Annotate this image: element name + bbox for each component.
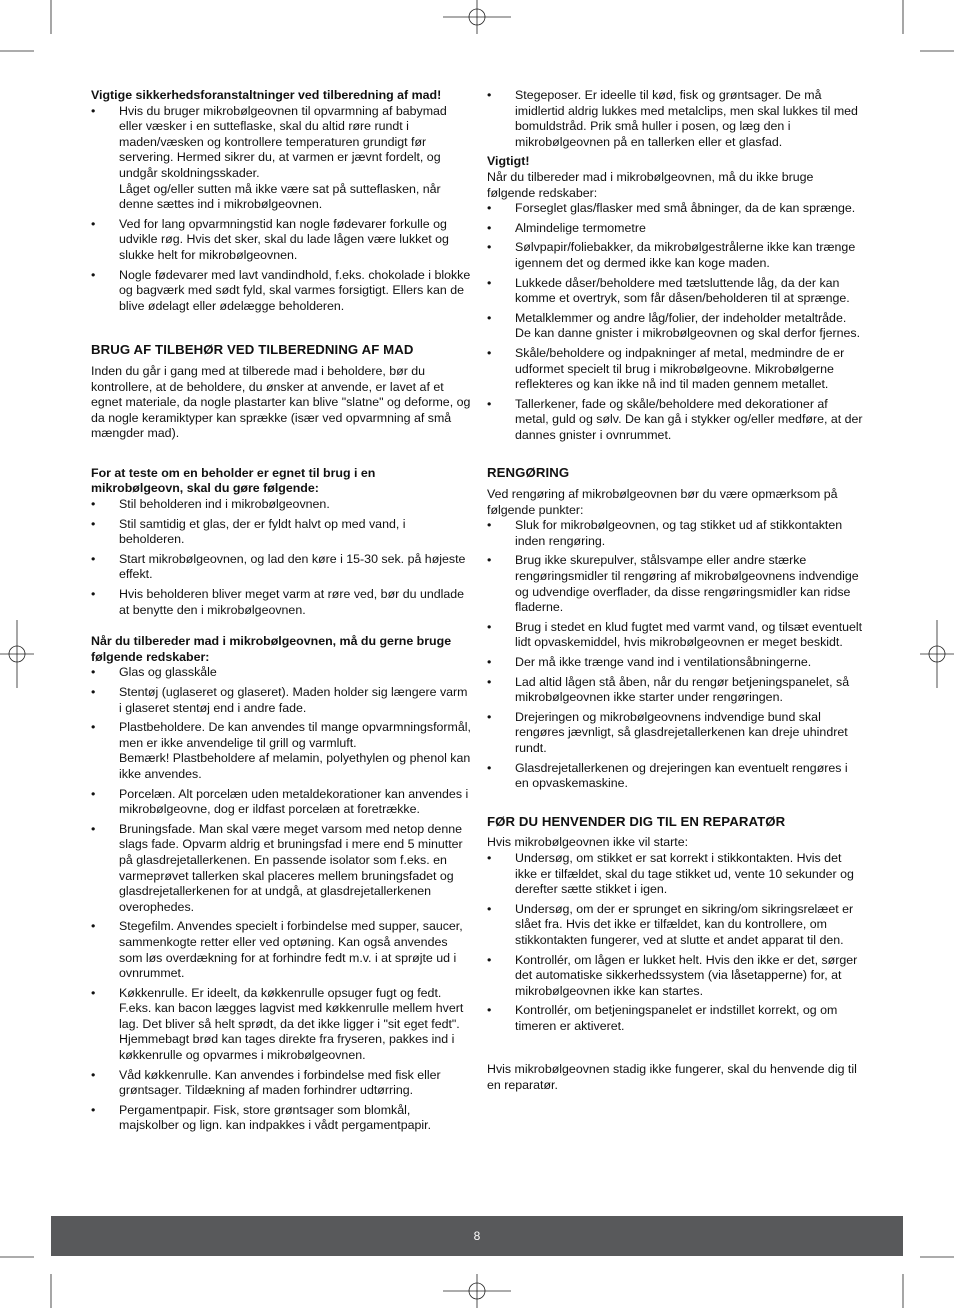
list-item-text: Brug ikke skurepulver, stålsvampe eller andre stærke rengøringsmidler til rengøring af mikrobølgeovnens indvendige og udvendige overflader, da disse rengøringsmidler kan ridse fladerne. — [515, 553, 859, 615]
bullet-icon: • — [487, 396, 492, 411]
bullet-icon: • — [91, 587, 96, 602]
list-item-text: Kontrollér, om lågen er lukket helt. Hvis den ikke er det, sørger det automatiske sikkerhedssystem (via låsetapperne) for, at mikrobølgeovnen ikke kan startes. — [515, 952, 858, 998]
list-item — [487, 620, 863, 651]
cleaning-intro: Ved rengøring af mikrobølgeovnen bør du være opmærksom på følgende punkter: — [487, 487, 838, 517]
cleaning-heading: RENGØRING — [487, 465, 570, 481]
important-intro: Når du tilbereder mad i mikrobølgeovnen, må du ikke bruge følgende redskaber: — [487, 169, 814, 200]
list-item — [487, 953, 863, 1000]
list-item — [91, 497, 471, 513]
list-item-text: Hvis beholderen bliver meget varm at røre ved, bør du undlade at benytte den i mikrobølgeovnen. — [119, 587, 465, 617]
list-item-text: Stentøj (uglaseret og glaseret). Maden holder sig længere varm i glaseret stentøj end i andre fade. — [119, 685, 468, 715]
list-item-text: Våd køkkenrulle. Kan anvendes i forbindelse med fisk eller grøntsager. Tildækning af maden forhindrer udtørring. — [119, 1067, 441, 1098]
list-item-text: Brug i stedet en klud fugtet med varmt vand, og tilsæt eventuelt lidt opvaskemiddel, hvis mikrobølgeovnen er meget beskidt. — [515, 619, 863, 650]
list-item — [487, 240, 863, 271]
list-item-text: Glas og glasskåle — [119, 665, 217, 680]
left-column — [91, 88, 471, 1138]
right-column — [487, 88, 863, 1094]
bullet-icon: • — [91, 919, 96, 934]
list-item — [91, 1068, 471, 1099]
list-item — [91, 552, 471, 583]
accessories-heading: BRUG AF TILBEHØR VED TILBEREDNING AF MAD — [91, 342, 414, 358]
list-item-text: Start mikrobølgeovnen, og lad den køre i 15-30 sek. på højeste effekt. — [119, 551, 466, 582]
bullet-icon: • — [91, 786, 96, 801]
list-item-text: Ved for lang opvarmningstid kan nogle fødevarer forkulle og udvikle røg. Hvis det sker, skal du lade lågen være lukket og slukke helt for mikrobølgeovnen. — [119, 216, 449, 262]
list-item — [91, 1103, 471, 1134]
bullet-icon: • — [91, 985, 96, 1000]
bullet-icon: • — [91, 551, 96, 566]
repair-list — [487, 851, 863, 1035]
bullet-icon: • — [487, 220, 492, 235]
page-number: 8 — [473, 1229, 481, 1243]
bullet-icon: • — [91, 1067, 96, 1082]
bullet-icon: • — [487, 1003, 492, 1018]
list-item — [91, 104, 471, 213]
list-item — [487, 553, 863, 615]
bullet-icon: • — [487, 901, 492, 916]
list-item-text: Glasdrejetallerkenen og drejeringen kan eventuelt rengøres i en opvaskemaskine. — [515, 760, 848, 791]
list-item — [487, 276, 863, 307]
cleaning-list — [487, 518, 863, 792]
list-item-text: Drejeringen og mikrobølgeovnens indvendige bund skal rengøres jævnligt, så glasdrejetallerkenen kan dreje uhindret rundt. — [515, 709, 848, 755]
repair-heading: FØR DU HENVENDER DIG TIL EN REPARATØR — [487, 813, 786, 829]
bullet-icon: • — [91, 216, 96, 231]
bullet-icon: • — [487, 240, 492, 255]
bullet-icon: • — [487, 553, 492, 568]
list-item-text: Lukkede dåser/beholdere med tætsluttende låg, da der kan komme et overtryk, som får dåsen/beholderen til at sprænge. — [515, 275, 850, 306]
list-item — [487, 851, 863, 898]
list-item — [487, 710, 863, 757]
list-item-text: Nogle fødevarer med lavt vandindhold, f.eks. chokolade i blokke og bagværk med sødt fyld, skal varmes forsigtigt. Ellers kan de blive ødelagt eller ødelægge beholderen. — [119, 267, 471, 313]
bullet-icon: • — [487, 655, 492, 669]
test-title: For at teste om en beholder er egnet til brug i en mikrobølgeovn, skal du gøre følgende: — [91, 465, 376, 496]
list-item-text: Bruningsfade. Man skal være meget varsom med netop denne slags fade. Opvarm aldrig et bruningsfad i mere end 5 minutter på glasdrejetallerkenen. En passende isolator som f.eks. en varmeprøvet tallerken skal placeres mellem bruningsfadet og glasdrejetallerkenen for at undgå, at glasdrejetallerkenen overophedes. — [119, 821, 463, 914]
list-item-text: Pergamentpapir. Fisk, store grøntsager som blomkål, majskolber og lign. kan indpakkes i vådt pergamentpapir. — [119, 1102, 432, 1133]
list-item — [91, 587, 471, 618]
allowed-list-continued — [487, 88, 863, 150]
list-item-text: Stil beholderen ind i mikrobølgeovnen. — [119, 497, 330, 512]
bullet-icon: • — [487, 310, 492, 325]
list-item — [487, 902, 863, 949]
list-item — [487, 88, 863, 150]
bullet-icon: • — [91, 821, 96, 836]
list-item — [487, 346, 863, 393]
bullet-icon: • — [487, 345, 492, 360]
list-item — [91, 665, 471, 681]
list-item — [487, 675, 863, 706]
list-item — [91, 217, 471, 264]
list-item — [91, 919, 471, 981]
bullet-icon: • — [487, 201, 492, 216]
list-item — [487, 201, 863, 217]
important-title: Vigtigt! — [487, 154, 530, 169]
list-item — [91, 517, 471, 548]
forbidden-list — [487, 201, 863, 443]
bullet-icon: • — [487, 709, 492, 724]
list-item — [487, 1003, 863, 1034]
bullet-icon: • — [91, 497, 96, 512]
list-item-text: Køkkenrulle. Er ideelt, da køkkenrulle opsuger fugt og fedt. F.eks. kan bacon lægges lagvist med køkkenrulle mellem hvert lag. Det bliver så helt sprødt, da det ikke ligger i "sit eget fedt". Hjemmebagt brød kan tages direkte fra fryseren, pakkes ind i køkkenrulle og opvarmes i mikrobølgeovnen. — [119, 985, 464, 1063]
list-item — [487, 761, 863, 792]
list-item-text: Lad altid lågen stå åben, når du rengør betjeningspanelet, så mikrobølgeovnen ikke starter under rengøringen. — [515, 674, 850, 705]
list-item-text: Forseglet glas/flasker med små åbninger, da de kan sprænge. — [515, 201, 856, 216]
list-item — [487, 518, 863, 549]
list-item-text: Hvis du bruger mikrobølgeovnen til opvarmning af babymad eller væsker i en sutteflaske, skal du altid røre rundt i maden/væsken og kontrollere temperaturen grundigt før servering. Hermed sikrer du, at varmen er jævnt fordelt, og undgår skoldningsskader. — [119, 103, 447, 180]
list-item — [487, 655, 863, 671]
list-item-text: Undersøg, om der er sprunget en sikring/om sikringsrelæet er slået fra. Hvis det ikke er tilfældet, kan du kontrollere, om stikkontakten fungerer, ved at slutte et andet apparat til den. — [515, 901, 854, 947]
bullet-icon: • — [487, 518, 492, 533]
allowed-list — [91, 665, 471, 1134]
page-footer — [51, 1216, 903, 1256]
bullet-icon: • — [91, 103, 96, 118]
list-item-text: Stil samtidig et glas, der er fyldt halvt op med vand, i beholderen. — [119, 516, 406, 547]
list-item — [487, 221, 863, 237]
list-item-text: Plastbeholdere. De kan anvendes til mange opvarmningsformål, men er ikke anvendelige til grill og varmluft. — [119, 720, 471, 750]
list-item-text: Sølvpapir/foliebakker, da mikrobølgestrålerne ikke kan trænge igennem det og dermed ikke kan koge maden. — [515, 240, 856, 270]
list-item — [91, 720, 471, 782]
bullet-icon: • — [487, 674, 492, 689]
list-item-text: Stegefilm. Anvendes specielt i forbindelse med supper, saucer, sammenkogte retter eller ved optøning. Kan også anvendes som løs overdækning for at forhindre fedt m.v. i at sprøjte ud i ovnrummet. — [119, 919, 463, 981]
allowed-title: Når du tilbereder mad i mikrobølgeovnen, må du gerne bruge følgende redskaber: — [91, 634, 452, 664]
bullet-icon: • — [487, 850, 492, 865]
bullet-icon: • — [487, 88, 492, 102]
bullet-icon: • — [487, 275, 492, 290]
list-item — [487, 311, 863, 342]
list-item — [91, 787, 471, 818]
list-item-text: Stegeposer. Er ideelle til kød, fisk og grøntsager. De må imidlertid aldrig lukkes med metalclips, men skal lukkes til med bomuldstråd. Prik små huller i posen, og læg den i mikrobølgeovnen på en tallerken eller et glasfad. — [515, 88, 858, 149]
list-item-text: Skåle/beholdere og indpakninger af metal, medmindre de er udformet specielt til brug i mikrobølgeovne. Mikrobølgerne reflekteres og kan ikke nå ind til maden gennem metallet. — [515, 345, 845, 392]
safety-title: Vigtige sikkerhedsforanstaltninger ved tilberedning af mad! — [91, 88, 442, 102]
list-item-text: Porcelæn. Alt porcelæn uden metaldekorationer kan anvendes i mikrobølgeovne, dog er ildfast porcelæn at foretrække. — [119, 786, 469, 817]
list-item-text: Kontrollér, om betjeningspanelet er indstillet korrekt, og om timeren er aktiveret. — [515, 1003, 838, 1033]
list-item — [487, 397, 863, 444]
list-item-text: Metalklemmer og andre låg/folier, der indeholder metaltråde. De kan danne gnister i mikrobølgeovnen og skal derfor fjernes. — [515, 310, 861, 341]
bullet-icon: • — [487, 760, 492, 775]
list-item — [91, 822, 471, 916]
list-item — [91, 986, 471, 1064]
list-item-text: Almindelige termometre — [515, 220, 646, 235]
list-item — [91, 685, 471, 716]
list-item-note: Låget og/eller sutten må ikke være sat på sutteflasken, når denne sættes ind i mikrobølgeovnen. — [119, 181, 441, 212]
test-list — [91, 497, 471, 618]
bullet-icon: • — [91, 665, 96, 680]
list-item-text: Der må ikke trænge vand ind i ventilationsåbningerne. — [515, 655, 812, 669]
bullet-icon: • — [91, 1102, 96, 1117]
bullet-icon: • — [91, 685, 96, 699]
bullet-icon: • — [487, 619, 492, 634]
accessories-intro: Inden du går i gang med at tilberede mad i beholdere, bør du kontrollere, at de beholdere, du ønsker at anvende, er lavet af et egnet materiale, da nogle plastarter kan blive "slatne" og deforme, og da nogle keramiktyper kan sprække (især ved opvarmning af små mængder mad). — [91, 363, 471, 441]
repair-intro: Hvis mikrobølgeovnen ikke vil starte: — [487, 835, 689, 850]
list-item-note: Bemærk! Plastbeholdere af melamin, polyethylen og phenol kan ikke anvendes. — [119, 751, 471, 781]
closing-text: Hvis mikrobølgeovnen stadig ikke fungerer, skal du henvende dig til en reparatør. — [487, 1062, 857, 1093]
list-item-text: Sluk for mikrobølgeovnen, og tag stikket ud af stikkontakten inden rengøring. — [515, 518, 843, 548]
safety-list — [91, 104, 471, 315]
bullet-icon: • — [487, 952, 492, 967]
bullet-icon: • — [91, 516, 96, 531]
list-item — [91, 268, 471, 315]
bullet-icon: • — [91, 267, 96, 282]
bullet-icon: • — [91, 720, 96, 735]
list-item-text: Tallerkener, fade og skåle/beholdere med dekorationer af metal, guld og sølv. De kan gå i stykker og/eller medføre, at der dannes gnister i ovnrummet. — [515, 396, 863, 442]
list-item-text: Undersøg, om stikket er sat korrekt i stikkontakten. Hvis det ikke er tilfældet, skal du tage stikket ud, vente 10 sekunder og derefter sætte stikket i igen. — [515, 850, 854, 897]
